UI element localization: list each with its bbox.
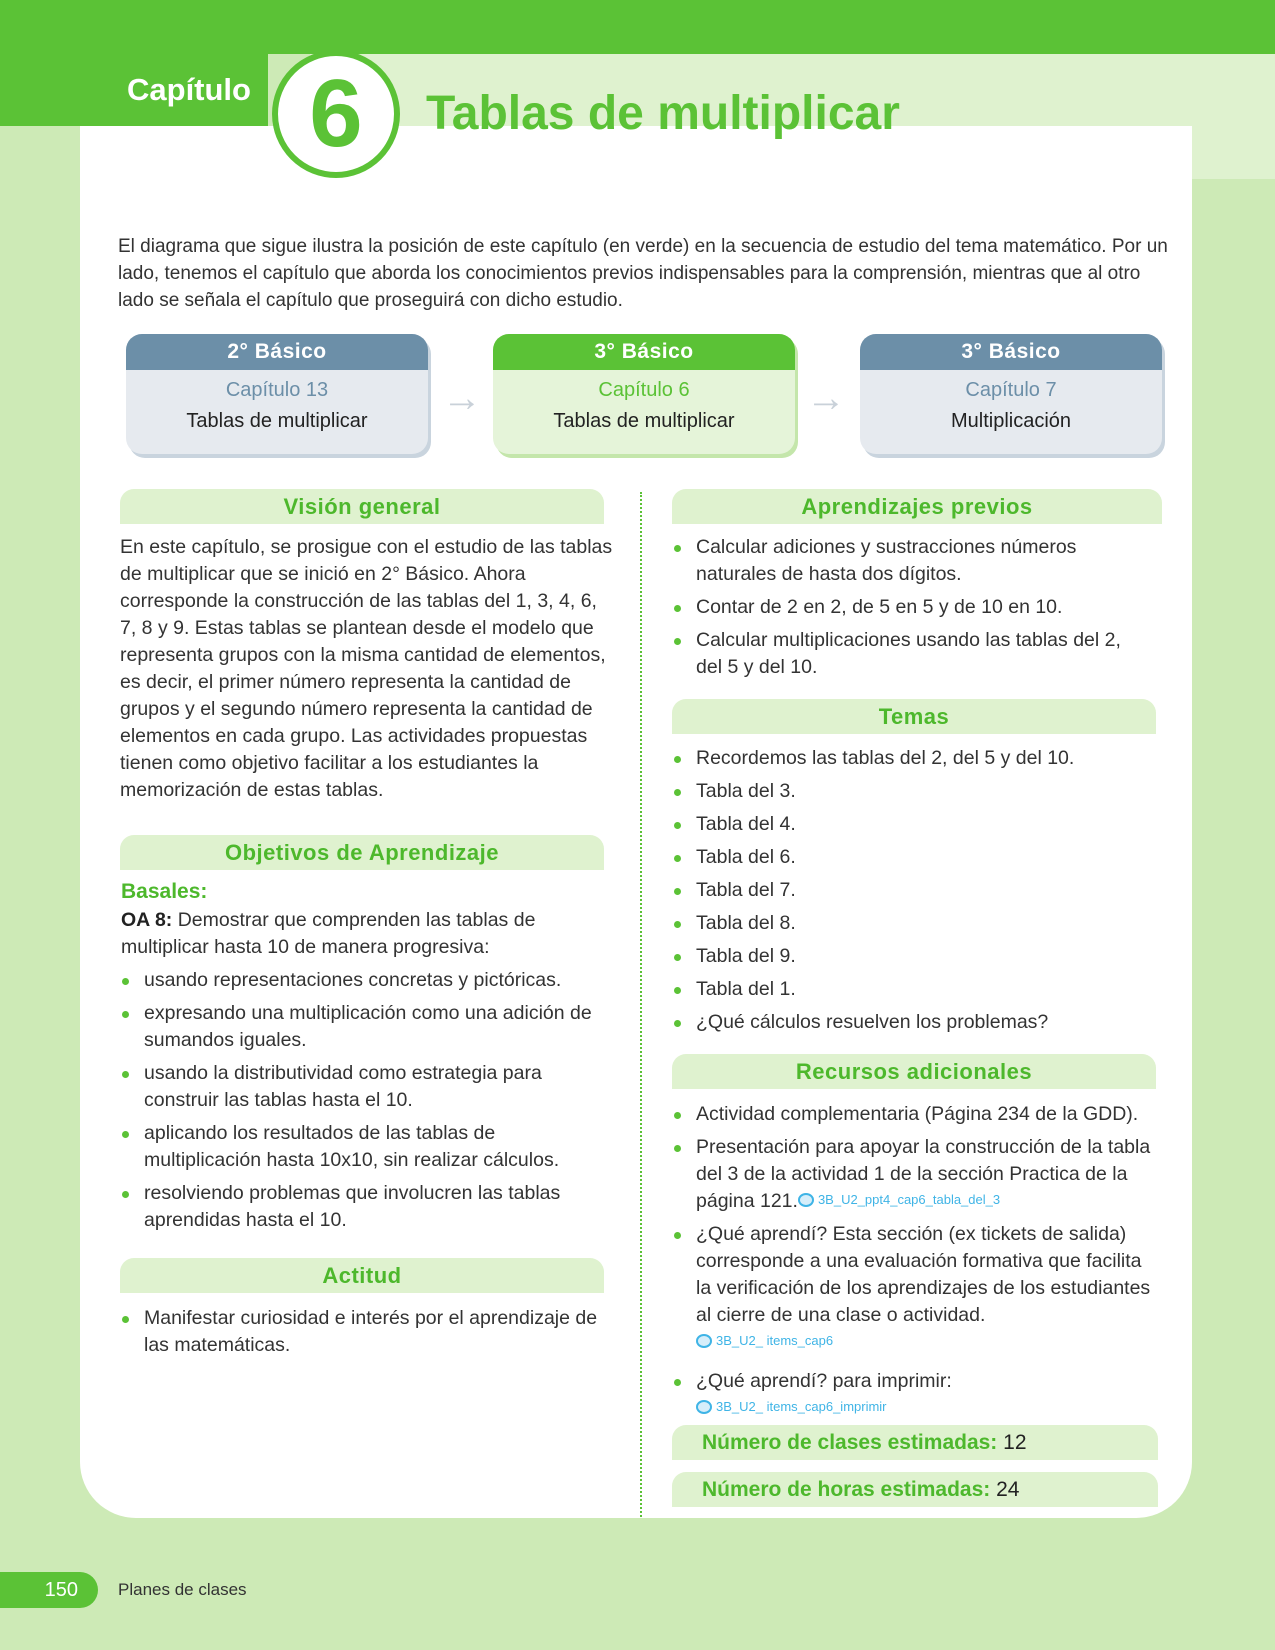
page-number: 150 (0, 1572, 98, 1608)
oa-text (121, 907, 591, 961)
list-item: Tabla del 7. (672, 877, 1152, 904)
resource-link-text[interactable]: 3B_U2_ items_cap6_imprimir (716, 1399, 887, 1414)
list-item: Recordemos las tablas del 2, del 5 y del 10. (672, 745, 1152, 772)
horas-estimadas (672, 1472, 1158, 1507)
horas-value: 24 (996, 1478, 1020, 1501)
sequence-level: 2° Básico (126, 334, 428, 370)
list-item: resolviendo problemas que involucren las tablas aprendidas hasta el 10. (120, 1180, 610, 1234)
list-item (672, 1101, 1162, 1128)
header-band (0, 0, 1275, 54)
recursos-list (672, 1101, 1162, 1428)
previos-list (672, 534, 1152, 687)
sequence-next (860, 334, 1162, 454)
actitud-list (120, 1305, 610, 1365)
basales-label: Basales: (121, 880, 208, 903)
folder-icon (696, 1400, 712, 1414)
sequence-level: 3° Básico (860, 334, 1162, 370)
sequence-chapter: Capítulo 13 (225, 379, 329, 401)
resource-text: ¿Qué aprendí? Esta sección (ex tickets de salida) corresponde a una evaluación formativa que facilita la verificación de los aprendizajes de los estudiantes al cierre de una clase o actividad. (696, 1223, 1151, 1326)
list-item: Tabla del 9. (672, 943, 1152, 970)
chapter-label: Capítulo (127, 72, 251, 107)
list-item (672, 1221, 1162, 1356)
sequence-chapter: Capítulo 7 (965, 379, 1057, 401)
resource-text: Presentación para apoyar la construcción de la tabla del 3 de la actividad 1 de la sección Practica de la página 121. (696, 1136, 1151, 1212)
list-item: expresando una multiplicación como una adición de sumandos iguales. (120, 1000, 610, 1054)
list-item (672, 1368, 1162, 1422)
vision-text: En este capítulo, se prosigue con el estudio de las tablas de multiplicar que se inició en 2° Básico. Ahora corresponde la construcción de las tablas del 1, 3, 4, 6, 7, 8 y 9. Estas tablas se plantean desde el modelo que representa grupos con la misma cantidad de elementos, es decir, el primer número representa la cantidad de grupos y el segundo número representa la cantidad de elementos en cada grupo. Las actividades propuestas tienen como objetivo facilitar a los estudiantes la memorización de estas tablas. (120, 536, 613, 801)
sequence-name: Multiplicación (950, 410, 1072, 432)
list-item: ¿Qué cálculos resuelven los problemas? (672, 1009, 1152, 1036)
sequence-prev (126, 334, 428, 454)
section-heading-temas: Temas (672, 699, 1156, 734)
arrow-right-icon: → (806, 376, 846, 420)
section-heading-vision: Visión general (120, 489, 604, 524)
sequence-level: 3° Básico (493, 334, 795, 370)
objetivos-list (120, 967, 610, 1240)
resource-link-text[interactable]: 3B_U2_ppt4_cap6_tabla_del_3 (817, 1192, 1001, 1207)
sequence-chapter: Capítulo 6 (598, 379, 690, 401)
resource-link[interactable] (696, 1398, 887, 1416)
oa-label: OA 8: (121, 909, 173, 931)
sequence-name: Tablas de multiplicar (553, 410, 735, 432)
column-divider (640, 492, 642, 1517)
list-item: Tabla del 3. (672, 778, 1152, 805)
list-item: Tabla del 6. (672, 844, 1152, 871)
clases-value: 12 (1003, 1431, 1027, 1454)
list-item: Calcular adiciones y sustracciones números naturales de hasta dos dígitos. (672, 534, 1152, 588)
list-item: usando la distributividad como estrategia para construir las tablas hasta el 10. (120, 1060, 610, 1114)
section-heading-objetivos: Objetivos de Aprendizaje (120, 835, 604, 870)
footer-section: Planes de clases (118, 1580, 247, 1599)
section-heading-actitud: Actitud (120, 1258, 604, 1293)
list-item: Calcular multiplicaciones usando las tablas del 2, del 5 y del 10. (672, 627, 1152, 681)
temas-list (672, 745, 1152, 1042)
arrow-right-icon: → (442, 376, 482, 420)
clases-label: Número de clases estimadas: (702, 1431, 998, 1454)
sequence-current (493, 334, 795, 454)
resource-text: ¿Qué aprendí? para imprimir: (696, 1370, 952, 1392)
resource-link[interactable] (696, 1332, 833, 1350)
intro-text: El diagrama que sigue ilustra la posición de este capítulo (en verde) en la secuencia de estudio del tema matemático. Por un lado, tenemos el capítulo que aborda los conocimientos previos indispensables para la comprensión, mientras que al otro lado se señala el capítulo que proseguirá con dicho estudio. (118, 236, 1168, 311)
list-item: Tabla del 4. (672, 811, 1152, 838)
resource-link-text[interactable]: 3B_U2_ items_cap6 (716, 1333, 834, 1348)
list-item: usando representaciones concretas y pictóricas. (120, 967, 610, 994)
list-item: Tabla del 1. (672, 976, 1152, 1003)
page-title: Tablas de multiplicar (426, 87, 900, 140)
oa-description: Demostrar que comprenden las tablas de multiplicar hasta 10 de manera progresiva: (121, 909, 536, 958)
resource-link[interactable] (798, 1191, 1000, 1209)
chapter-number-badge: 6 (272, 50, 400, 178)
list-item: Contar de 2 en 2, de 5 en 5 y de 10 en 10. (672, 594, 1152, 621)
section-heading-previos: Aprendizajes previos (672, 489, 1162, 524)
folder-icon (696, 1334, 712, 1348)
list-item: Manifestar curiosidad e interés por el aprendizaje de las matemáticas. (120, 1305, 610, 1359)
sequence-name: Tablas de multiplicar (186, 410, 368, 432)
section-heading-recursos: Recursos adicionales (672, 1054, 1156, 1089)
list-item: Tabla del 8. (672, 910, 1152, 937)
clases-estimadas (672, 1425, 1158, 1460)
list-item: aplicando los resultados de las tablas de multiplicación hasta 10x10, sin realizar cálculos. (120, 1120, 610, 1174)
resource-text: Actividad complementaria (Página 234 de la GDD). (696, 1103, 1139, 1125)
folder-icon (798, 1193, 814, 1207)
list-item (672, 1134, 1162, 1215)
horas-label: Número de horas estimadas: (702, 1478, 991, 1501)
